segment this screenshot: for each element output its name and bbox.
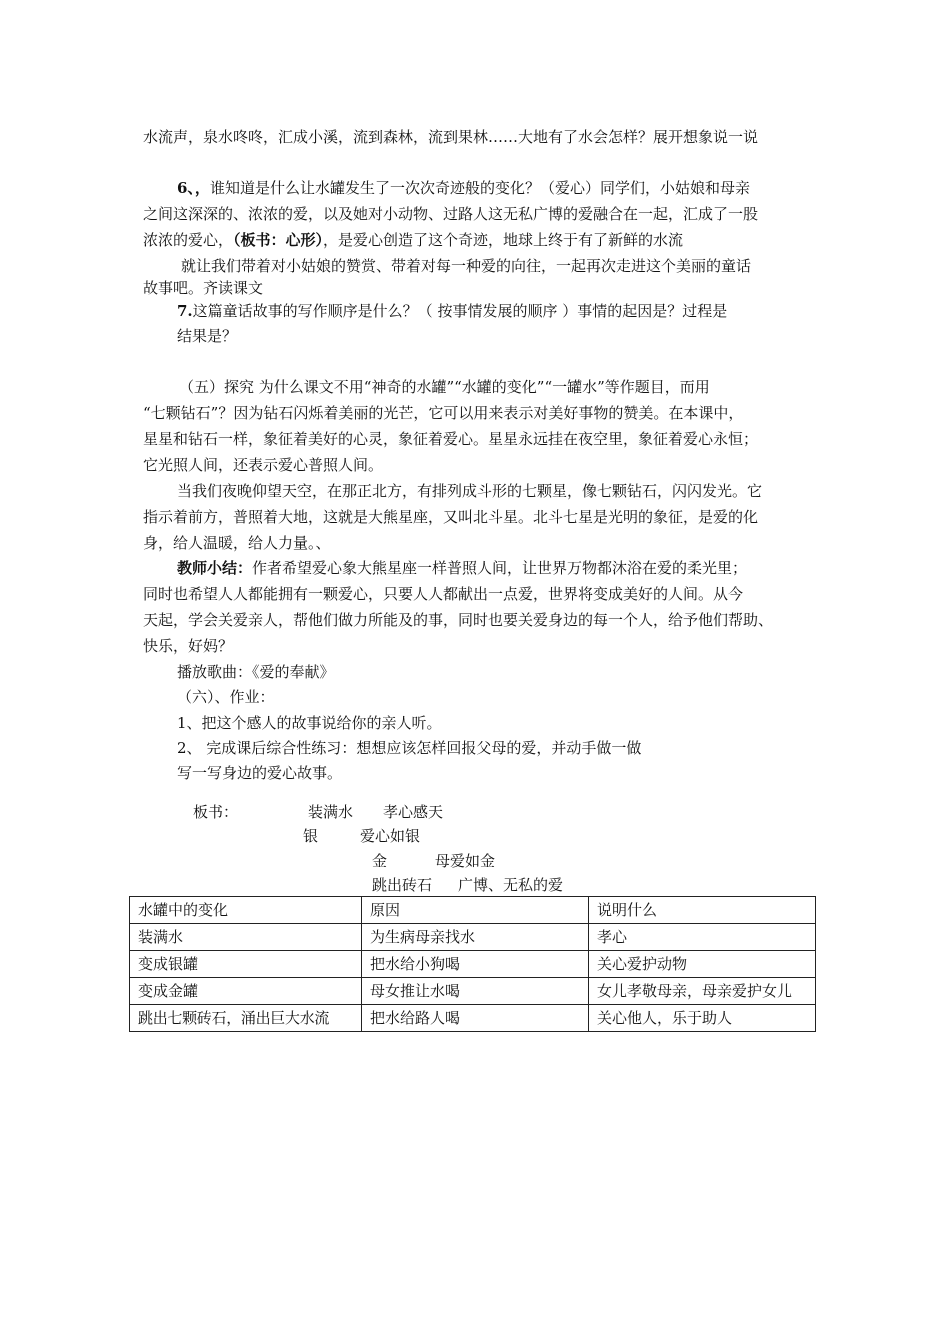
table-cell: 孝心: [589, 924, 816, 951]
text-line: 当我们夜晚仰望天空，在那正北方，有排列成斗形的七颗星，像七颗钻石，闪闪发光。它: [177, 482, 763, 500]
text-line: 快乐，好妈？: [143, 637, 234, 655]
table-cell: 把水给小狗喝: [362, 951, 589, 978]
text-line: [177, 298, 727, 324]
table-cell: 变成金罐: [130, 978, 362, 1005]
table-row: [130, 978, 816, 1005]
teacher-summary-label: 教师小结：: [177, 559, 253, 577]
text-line: [177, 555, 747, 581]
text-line: 它光照人间，还表示爱心普照人间。: [143, 456, 384, 474]
question-number: 6、，: [177, 179, 210, 197]
text-line: 同时也希望人人都能拥有一颗爱心，只要人人都献出一点爱，世界将变成美好的人间。从今: [143, 585, 744, 603]
table-header: 说明什么: [589, 897, 816, 924]
text-line: 结果是？: [177, 327, 238, 345]
text-line: 就让我们带着对小姑娘的赞赏、带着对每一种爱的向往，一起再次走进这个美丽的童话: [181, 257, 752, 275]
text-line: 之间这深深的、浓浓的爱，以及她对小动物、过路人这无私广博的爱融合在一起，汇成了一股: [143, 205, 759, 223]
board-label: 板书：: [193, 803, 239, 821]
table-header-row: [130, 897, 816, 924]
board-item: 跳出砖石: [372, 876, 433, 894]
text-run: 作者希望爱心象大熊星座一样普照人间，让世界万物都沐浴在爱的柔光里；: [252, 559, 748, 577]
text-line: 水流声，泉水咚咚，汇成小溪，流到森林，流到果林……大地有了水会怎样？展开想象说一说: [143, 128, 759, 146]
table-cell: 母女推让水喝: [362, 978, 589, 1005]
board-item: 孝心感天: [383, 803, 444, 821]
table-cell: 女儿孝敬母亲，母亲爱护女儿: [589, 978, 816, 1005]
table-row: [130, 1005, 816, 1032]
board-item: 爱心如银: [360, 827, 421, 845]
table-cell: 关心他人，乐于助人: [589, 1005, 816, 1032]
board-item: 母爱如金: [435, 852, 496, 870]
text-line: 星星和钻石一样，象征着美好的心灵，象征着爱心。星星永远挂在夜空里，象征着爱心永恒；: [143, 430, 759, 448]
table-cell: 关心爱护动物: [589, 951, 816, 978]
table-cell: 装满水: [130, 924, 362, 951]
table-header: 水罐中的变化: [130, 897, 362, 924]
table-row: [130, 951, 816, 978]
text-line: 身，给人温暖，给人力量。、: [143, 534, 331, 552]
board-item: 银: [303, 827, 319, 845]
text-run: 谁知道是什么让水罐发生了一次次奇迹般的变化？（爱心）同学们，小姑娘和母亲: [209, 179, 750, 197]
question-number: 7.: [177, 302, 193, 320]
table-row: [130, 924, 816, 951]
text-run: ，是爱心创造了这个奇迹，地球上终于有了新鲜的水流: [323, 231, 684, 249]
board-item: 广博、无私的爱: [458, 876, 564, 894]
text-line: 天起，学会关爱亲人，帮他们做力所能及的事，同时也要关爱身边的每一个人，给予他们帮助、: [143, 611, 774, 629]
text-line: 播放歌曲：《爱的奉献》: [177, 663, 335, 681]
text-run: 浓浓的爱心，: [143, 231, 234, 249]
table-header: 原因: [362, 897, 589, 924]
table-cell: 跳出七颗砖石，涌出巨大水流: [130, 1005, 362, 1032]
board-note: （板书：心形）: [233, 231, 324, 249]
text-line: 2、 完成课后综合性练习：想想应该怎样回报父母的爱，并动手做一做: [177, 739, 642, 757]
text-line: （六）、作业：: [177, 688, 275, 706]
text-line: [143, 227, 683, 253]
text-line: 写一写身边的爱心故事。: [177, 764, 343, 782]
summary-table: [129, 896, 816, 1032]
table-cell: 为生病母亲找水: [362, 924, 589, 951]
text-line: 指示着前方，普照着大地，这就是大熊星座，又叫北斗星。北斗七星是光明的象征，是爱的化: [143, 508, 759, 526]
board-item: 装满水: [308, 803, 354, 821]
text-line: （五）探究 为什么课文不用“神奇的水罐”“水罐的变化”“一罐水”等作题目，而用: [179, 378, 710, 396]
table-cell: 把水给路人喝: [362, 1005, 589, 1032]
text-line: “七颗钻石”？因为钻石闪烁着美丽的光芒，它可以用来表示对美好事物的赞美。在本课中，: [143, 404, 744, 422]
board-item: 金: [372, 852, 388, 870]
table-cell: 变成银罐: [130, 951, 362, 978]
text-line: 1、把这个感人的故事说给你的亲人听。: [177, 714, 442, 732]
text-line: [177, 175, 750, 201]
text-line: 故事吧。齐读课文: [143, 279, 264, 297]
text-run: 这篇童话故事的写作顺序是什么？（ 按事情发展的顺序 ）事情的起因是？过程是: [192, 302, 728, 320]
